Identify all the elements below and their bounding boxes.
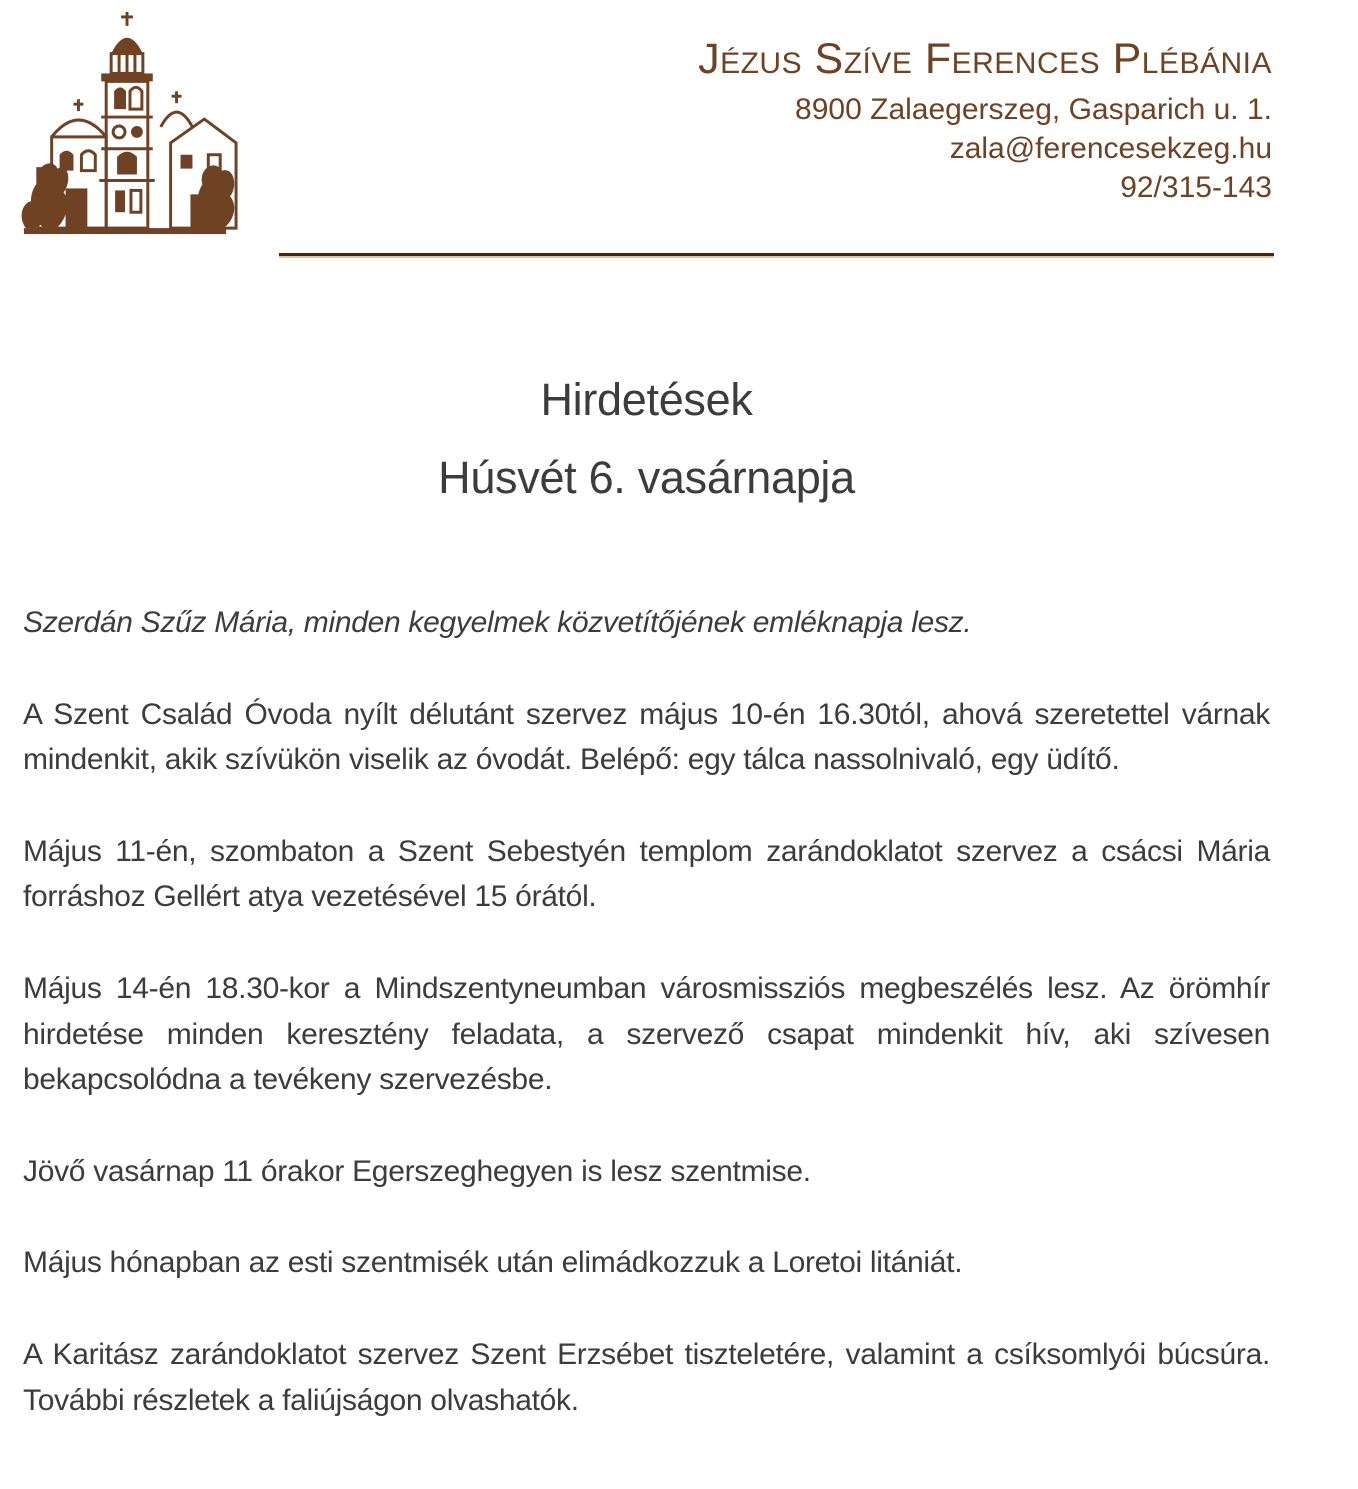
- parish-email: zala@ferencesekzeg.hu: [949, 132, 1272, 166]
- letterhead-contact-block: [698, 5, 1272, 207]
- parish-address: 8900 Zalaegerszeg, Gasparich u. 1.: [795, 93, 1272, 127]
- announcements-body: [23, 374, 1270, 1423]
- announcement-paragraph-memorial: Szerdán Szűz Mária, minden kegyelmek közvetítőjének emléknapja lesz.: [23, 606, 972, 639]
- header-divider-rule: [279, 253, 1274, 258]
- parish-phone: 92/315-143: [1120, 171, 1272, 205]
- announcement-paragraph-litany: Május hónapban az esti szentmisék után elimádkozzuk a Loretoi litániát.: [23, 1246, 963, 1280]
- letterhead: [0, 0, 1358, 243]
- church-logo-icon: [14, 5, 242, 243]
- page-subtitle: Húsvét 6. vasárnapja: [438, 452, 855, 503]
- page-title: Hirdetések: [540, 374, 753, 425]
- announcement-paragraph-kindergarten: A Szent Család Óvoda nyílt délutánt szervez május 10-én 16.30tól, ahová szeretettel várnak mindenkit, akik szívükön viselik az óvodát. Belépő: egy tálca nassolnivaló, egy üdítő.: [23, 697, 1270, 777]
- announcement-paragraph-karitasz: A Karitász zarándoklatot szervez Szent Erzsébet tiszteletére, valamint a csíksomlyói búcsúra. További részletek a faliújságon olvashatók.: [23, 1337, 1270, 1417]
- announcement-paragraph-sunday-mass: Jövő vasárnap 11 órakor Egerszeghegyen is lesz szentmise.: [23, 1154, 811, 1188]
- announcement-paragraph-city-mission: Május 14-én 18.30-kor a Mindszentyneumban városmissziós megbeszélés lesz. Az örömhír hirdetése minden keresztény feladata, a szervező csapat mindenkit hív, aki szívesen bekapcsolódna a tevékeny szervezésbe.: [23, 971, 1270, 1097]
- announcement-paragraph-pilgrimage-spring: Május 11-én, szombaton a Szent Sebestyén templom zarándoklatot szervez a csácsi Mária forráshoz Gellért atya vezetésével 15 órától.: [23, 834, 1270, 914]
- parish-name: Jézus Szíve Ferences Plébánia: [698, 35, 1272, 83]
